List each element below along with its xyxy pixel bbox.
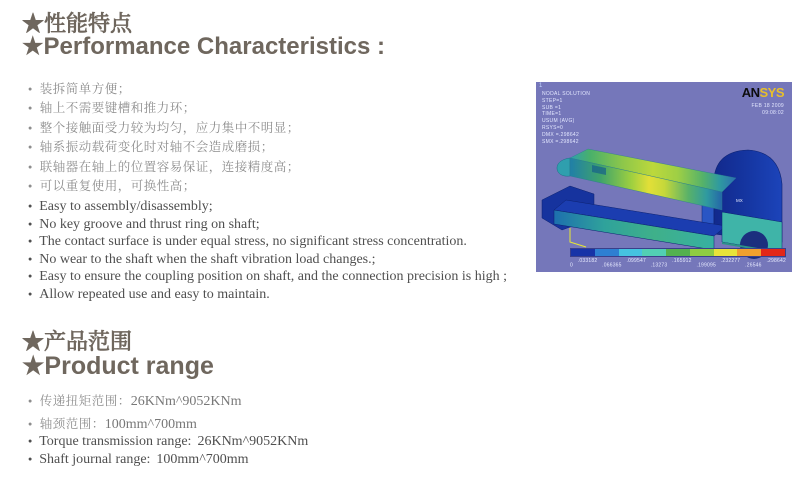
bullet-text: 联轴器在轴上的位置容易保证，连接精度高； [39, 159, 300, 174]
bullet-item [28, 99, 300, 118]
bullet-item [28, 158, 300, 177]
legend-segment [619, 249, 643, 256]
bullet-text: The contact surface is under equal stress, no significant stress concentration. [39, 234, 467, 249]
performance-title-en: ★Performance Characteristics : [22, 33, 385, 60]
bullet-text: No wear to the shaft when the shaft vibration load changes.; [39, 251, 376, 267]
bullet-value: 100mm^700mm [156, 451, 249, 467]
legend-segment [737, 249, 761, 256]
ansys-corner-mark: 1 [539, 83, 543, 89]
bullet-text: Allow repeated use and easy to maintain. [39, 286, 270, 302]
ansys-info-line: NODAL SOLUTION [542, 91, 591, 97]
bullet-item [28, 268, 507, 286]
max-point-label: MX [736, 198, 743, 203]
bullet-item [28, 233, 507, 251]
legend-value: .199095 [696, 262, 716, 269]
bullet-value: 26KNm^9052KNm [130, 394, 242, 409]
legend-value: .13273 [650, 262, 668, 269]
ansys-info-block [542, 91, 590, 145]
product-bullets-en [28, 433, 308, 468]
ansys-datetime [752, 103, 785, 117]
legend-segment [571, 249, 595, 256]
bullet-item [28, 138, 300, 157]
legend-segment [761, 249, 785, 256]
performance-title-cn: ★性能特点 [22, 11, 133, 36]
bullet-item [28, 216, 507, 234]
bullet-text: Easy to ensure the coupling position on shaft, and the connection precision is high ; [39, 269, 507, 284]
legend-value: 0 [570, 262, 573, 269]
bullet-item [28, 451, 308, 469]
legend-segment [714, 249, 738, 256]
bullet-label: Torque transmission range: [39, 434, 192, 449]
bullet-text: 可以重复使用，可换性高； [39, 179, 196, 194]
stress-legend [570, 248, 786, 269]
bullet-item [28, 251, 507, 269]
bullet-text: 装拆简单方便； [39, 82, 131, 96]
legend-value: .066365 [602, 262, 622, 269]
bullet-label: 传递扭矩范围： [39, 394, 131, 408]
bullet-label: 轴颈范围： [39, 417, 105, 431]
ansys-info-line: RSYS=0 [542, 124, 564, 131]
product-title-en: ★Product range [22, 352, 214, 380]
legend-value: .298642 [766, 258, 786, 264]
ansys-info-line: STEP=1 [542, 97, 563, 104]
ansys-time: 09:08:02 [762, 110, 784, 116]
legend-color-bar [570, 248, 786, 257]
legend-segment [595, 249, 619, 256]
bullet-text: No key groove and thrust ring on shaft; [39, 216, 260, 232]
ansys-date: FEB 18 2009 [751, 103, 784, 109]
bullet-item [28, 433, 308, 451]
legend-segment [666, 249, 690, 256]
ansys-info-line: TIME=1 [542, 111, 562, 118]
legend-value: .033182 [577, 258, 598, 264]
bullet-text: 轴系振动载荷变化时对轴不会造成磨损； [39, 140, 274, 155]
legend-values [570, 258, 786, 269]
legend-value: .232277 [720, 258, 741, 264]
product-bullets-cn [28, 390, 242, 436]
bullet-item [28, 198, 507, 216]
bullet-item [28, 390, 242, 413]
bullet-text: Easy to assembly/disassembly; [39, 199, 213, 214]
bullet-text: 整个接触面受力较为均匀，应力集中不明显； [39, 120, 300, 135]
bullet-text: 轴上不需要键槽和推力环； [39, 101, 196, 116]
ansys-logo [742, 85, 784, 100]
legend-value: .165912 [672, 258, 692, 264]
ansys-info-line: SMX =.298642 [542, 138, 579, 145]
bullet-value: 100mm^700mm [104, 417, 197, 432]
bullet-item [28, 80, 300, 99]
bullet-item [28, 177, 300, 196]
performance-bullets-cn [28, 80, 300, 196]
ansys-info-line: DMX =.298642 [542, 131, 580, 138]
product-title-cn: ★产品范围 [22, 329, 133, 354]
ansys-logo-sys: SYS [759, 85, 784, 100]
legend-value: .099547 [626, 258, 646, 264]
bullet-value: 26KNm^9052KNm [197, 434, 309, 449]
ansys-logo-an: AN [741, 85, 760, 100]
ansys-info-line: SUB =1 [542, 104, 562, 111]
bullet-item [28, 286, 507, 304]
performance-bullets-en [28, 198, 507, 303]
legend-value: .26546 [745, 262, 762, 269]
ansys-info-line: USUM (AVG) [542, 118, 575, 125]
ansys-simulation-panel [536, 82, 792, 272]
bullet-item [28, 119, 300, 138]
legend-segment [642, 249, 666, 256]
legend-segment [690, 249, 714, 256]
bullet-label: Shaft journal range: [39, 451, 151, 467]
